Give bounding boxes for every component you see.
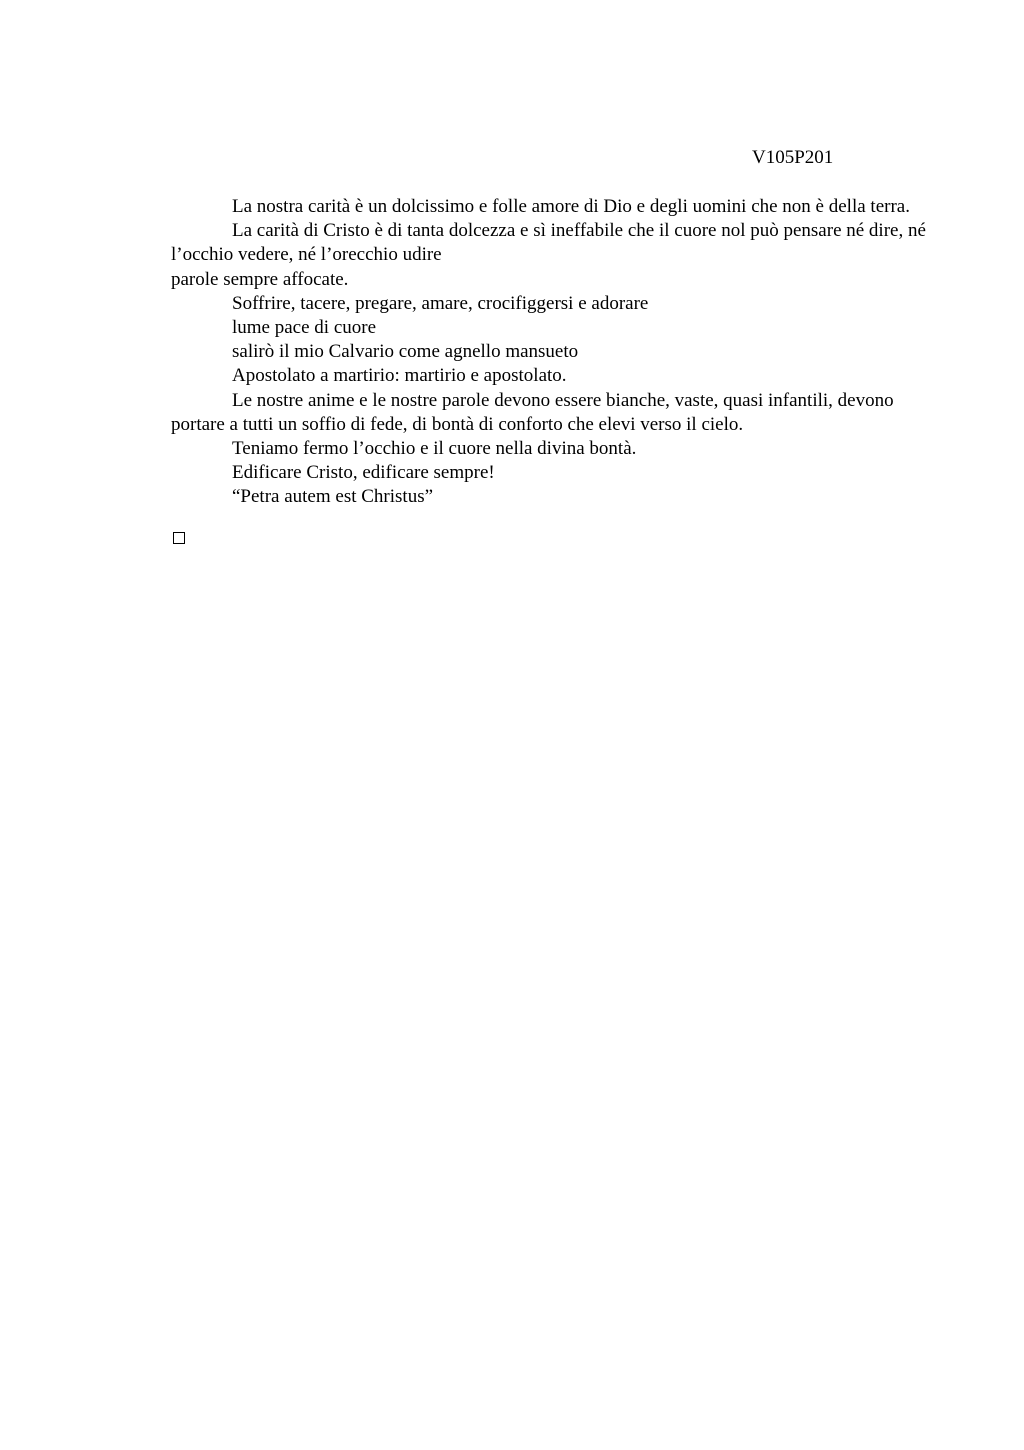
document-body [171, 195, 926, 510]
paragraph-4: Soffrire, tacere, pregare, amare, crocifiggersi e adorare [232, 292, 649, 314]
paragraph-11: “Petra autem est Christus” [232, 486, 434, 508]
empty-square-icon [173, 532, 185, 544]
paragraph-2: La carità di Cristo è di tanta dolcezza e sì ineffabile che il cuore nol può pensare né dire, né l’occhio vedere, né l’orecchio udire [171, 220, 926, 266]
paragraph-10: Edificare Cristo, edificare sempre! [232, 462, 495, 484]
paragraph-8: Le nostre anime e le nostre parole devono essere bianche, vaste, quasi infantili, devono portare a tutti un soffio di fede, di bontà di conforto che elevi verso il cielo. [171, 389, 894, 435]
paragraph-5: lume pace di cuore [232, 317, 377, 339]
paragraph-1: La nostra carità è un dolcissimo e folle amore di Dio e degli uomini che non è della terra. [232, 196, 910, 217]
paragraph-7: Apostolato a martirio: martirio e apostolato. [232, 365, 567, 387]
page-identifier: V105P201 [752, 147, 834, 168]
paragraph-3: parole sempre affocate. [171, 268, 349, 290]
paragraph-9: Teniamo fermo l’occhio e il cuore nella divina bontà. [232, 438, 637, 460]
paragraph-6: salirò il mio Calvario come agnello mansueto [232, 341, 579, 363]
